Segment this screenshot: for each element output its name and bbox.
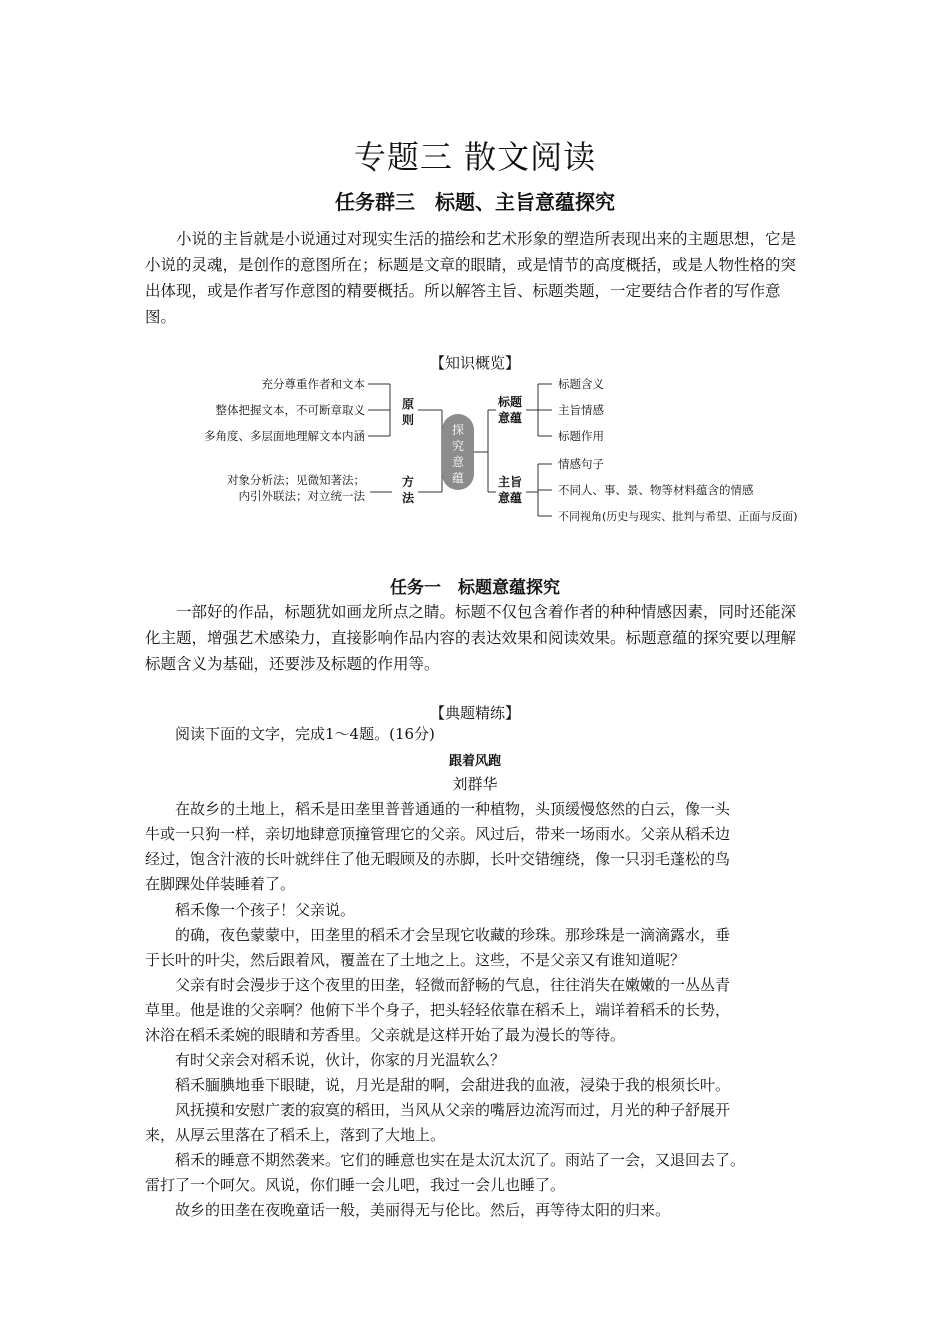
principle-label: 原 (402, 397, 415, 411)
title-meaning-item: 标题含义 (558, 377, 604, 391)
center-node-label: 意 (451, 455, 465, 469)
theme-meaning-item: 情感句子 (558, 457, 604, 471)
center-node-label: 究 (451, 439, 465, 453)
story-line: 在故乡的土地上，稻禾是田垄里普普通通的一种植物，头顶缓慢悠然的白云，像一头 (145, 800, 731, 818)
story-line: 在脚踝处佯装睡着了。 (145, 875, 296, 893)
story-line: 牛或一只狗一样，亲切地肆意顶撞管理它的父亲。风过后，带来一场雨水。父亲从稻禾边 (145, 825, 731, 843)
method-item: 对象分析法；见微知著法； (227, 473, 365, 487)
story-line: 沐浴在稻禾柔婉的眼睛和芳香里。父亲就是这样开始了最为漫长的等待。 (145, 1026, 626, 1044)
story-line: 风抚摸和安慰广袤的寂寞的稻田，当风从父亲的嘴唇边流泻而过，月光的种子舒展开 (145, 1101, 731, 1119)
intro-paragraph: 小说的主旨就是小说通过对现实生活的描绘和艺术形象的塑造所表现出来的主题思想，它是小说的灵魂，是创作的意图所在；标题是文章的眼睛，或是情节的高度概括，或是人物性格的突出体现，或是作者写作意图的精要概括。所以解答主旨、标题类题，一定要结合作者的写作意图。 (145, 230, 797, 326)
title-meaning-label: 标题 (498, 395, 523, 409)
story-line: 稻禾像一个孩子！父亲说。 (145, 901, 356, 919)
center-node-label: 蕴 (451, 471, 465, 485)
story-line: 故乡的田垄在夜晚童话一般，美丽得无与伦比。然后，再等待太阳的归来。 (145, 1201, 671, 1219)
method-label: 方 (402, 475, 415, 489)
story-line: 雷打了一个呵欠。风说，你们睡一会儿吧，我过一会儿也睡了。 (145, 1176, 566, 1194)
knowledge-map-diagram (160, 372, 840, 532)
story-line: 的确，夜色蒙蒙中，田垄里的稻禾才会呈现它收藏的珍珠。那珍珠是一滴滴露水，垂 (145, 926, 731, 944)
story-line: 草里。他是谁的父亲啊？他俯下半个身子，把头轻轻依靠在稻禾上，端详着稻禾的长势， (145, 1001, 731, 1019)
principle-item: 充分尊重作者和文本 (261, 377, 365, 391)
center-node-label: 探 (451, 423, 465, 437)
task-heading: 任务一 标题意蕴探究 (390, 578, 560, 598)
theme-meaning-item: 不同人、事、景、物等材料蕴含的情感 (558, 483, 754, 497)
story-line: 有时父亲会对稻禾说，伙计，你家的月光温软么？ (145, 1051, 506, 1069)
theme-meaning-label: 意蕴 (498, 491, 523, 505)
story-line: 稻禾腼腆地垂下眼睫，说，月光是甜的啊，会甜进我的血液，浸染于我的根须长叶。 (145, 1076, 731, 1094)
theme-meaning-label: 主旨 (498, 475, 523, 489)
knowledge-heading: 【知识概览】 (429, 354, 520, 372)
task-paragraph: 一部好的作品，标题犹如画龙所点之睛。标题不仅包含着作者的种种情感因素，同时还能深化主题，增强艺术感染力，直接影响作品内容的表达效果和阅读效果。标题意蕴的探究要以理解标题含义为基础，还要涉及标题的作用等。 (145, 603, 797, 673)
story-line: 父亲有时会漫步于这个夜里的田垄，轻微而舒畅的气息，往往消失在嫩嫩的一丛丛青 (145, 976, 731, 994)
story-line: 稻禾的睡意不期然袭来。它们的睡意也实在是太沉太沉了。雨站了一会，又退回去了。 (145, 1151, 746, 1169)
story-line: 经过，饱含汁液的长叶就绊住了他无暇顾及的赤脚，长叶交错缠绕，像一只羽毛蓬松的鸟 (145, 850, 731, 868)
principle-label: 则 (402, 413, 415, 427)
method-label: 法 (402, 491, 415, 505)
story-author: 刘群华 (452, 775, 498, 793)
title-meaning-item: 主旨情感 (558, 403, 604, 417)
title-meaning-item: 标题作用 (558, 429, 604, 443)
principle-item: 多角度、多层面地理解文本内涵 (204, 429, 365, 443)
practice-instruction: 阅读下面的文字，完成1～4题。(16分) (175, 725, 435, 743)
principle-item: 整体把握文本，不可断章取义 (215, 403, 365, 417)
story-line: 来，从厚云里落在了稻禾上，落到了大地上。 (145, 1126, 446, 1144)
method-item: 内引外联法；对立统一法 (238, 489, 365, 503)
section-subtitle: 任务群三 标题、主旨意蕴探究 (335, 190, 615, 214)
practice-heading: 【典题精练】 (429, 704, 520, 722)
title-meaning-label: 意蕴 (498, 411, 523, 425)
story-line: 于长叶的叶尖，然后跟着风，覆盖在了土地之上。这些，不是父亲又有谁知道呢？ (145, 951, 686, 969)
theme-meaning-item: 不同视角(历史与现实、批判与希望、正面与反面) (558, 510, 798, 523)
story-title: 跟着风跑 (448, 754, 501, 769)
page-title: 专题三 散文阅读 (353, 138, 597, 176)
